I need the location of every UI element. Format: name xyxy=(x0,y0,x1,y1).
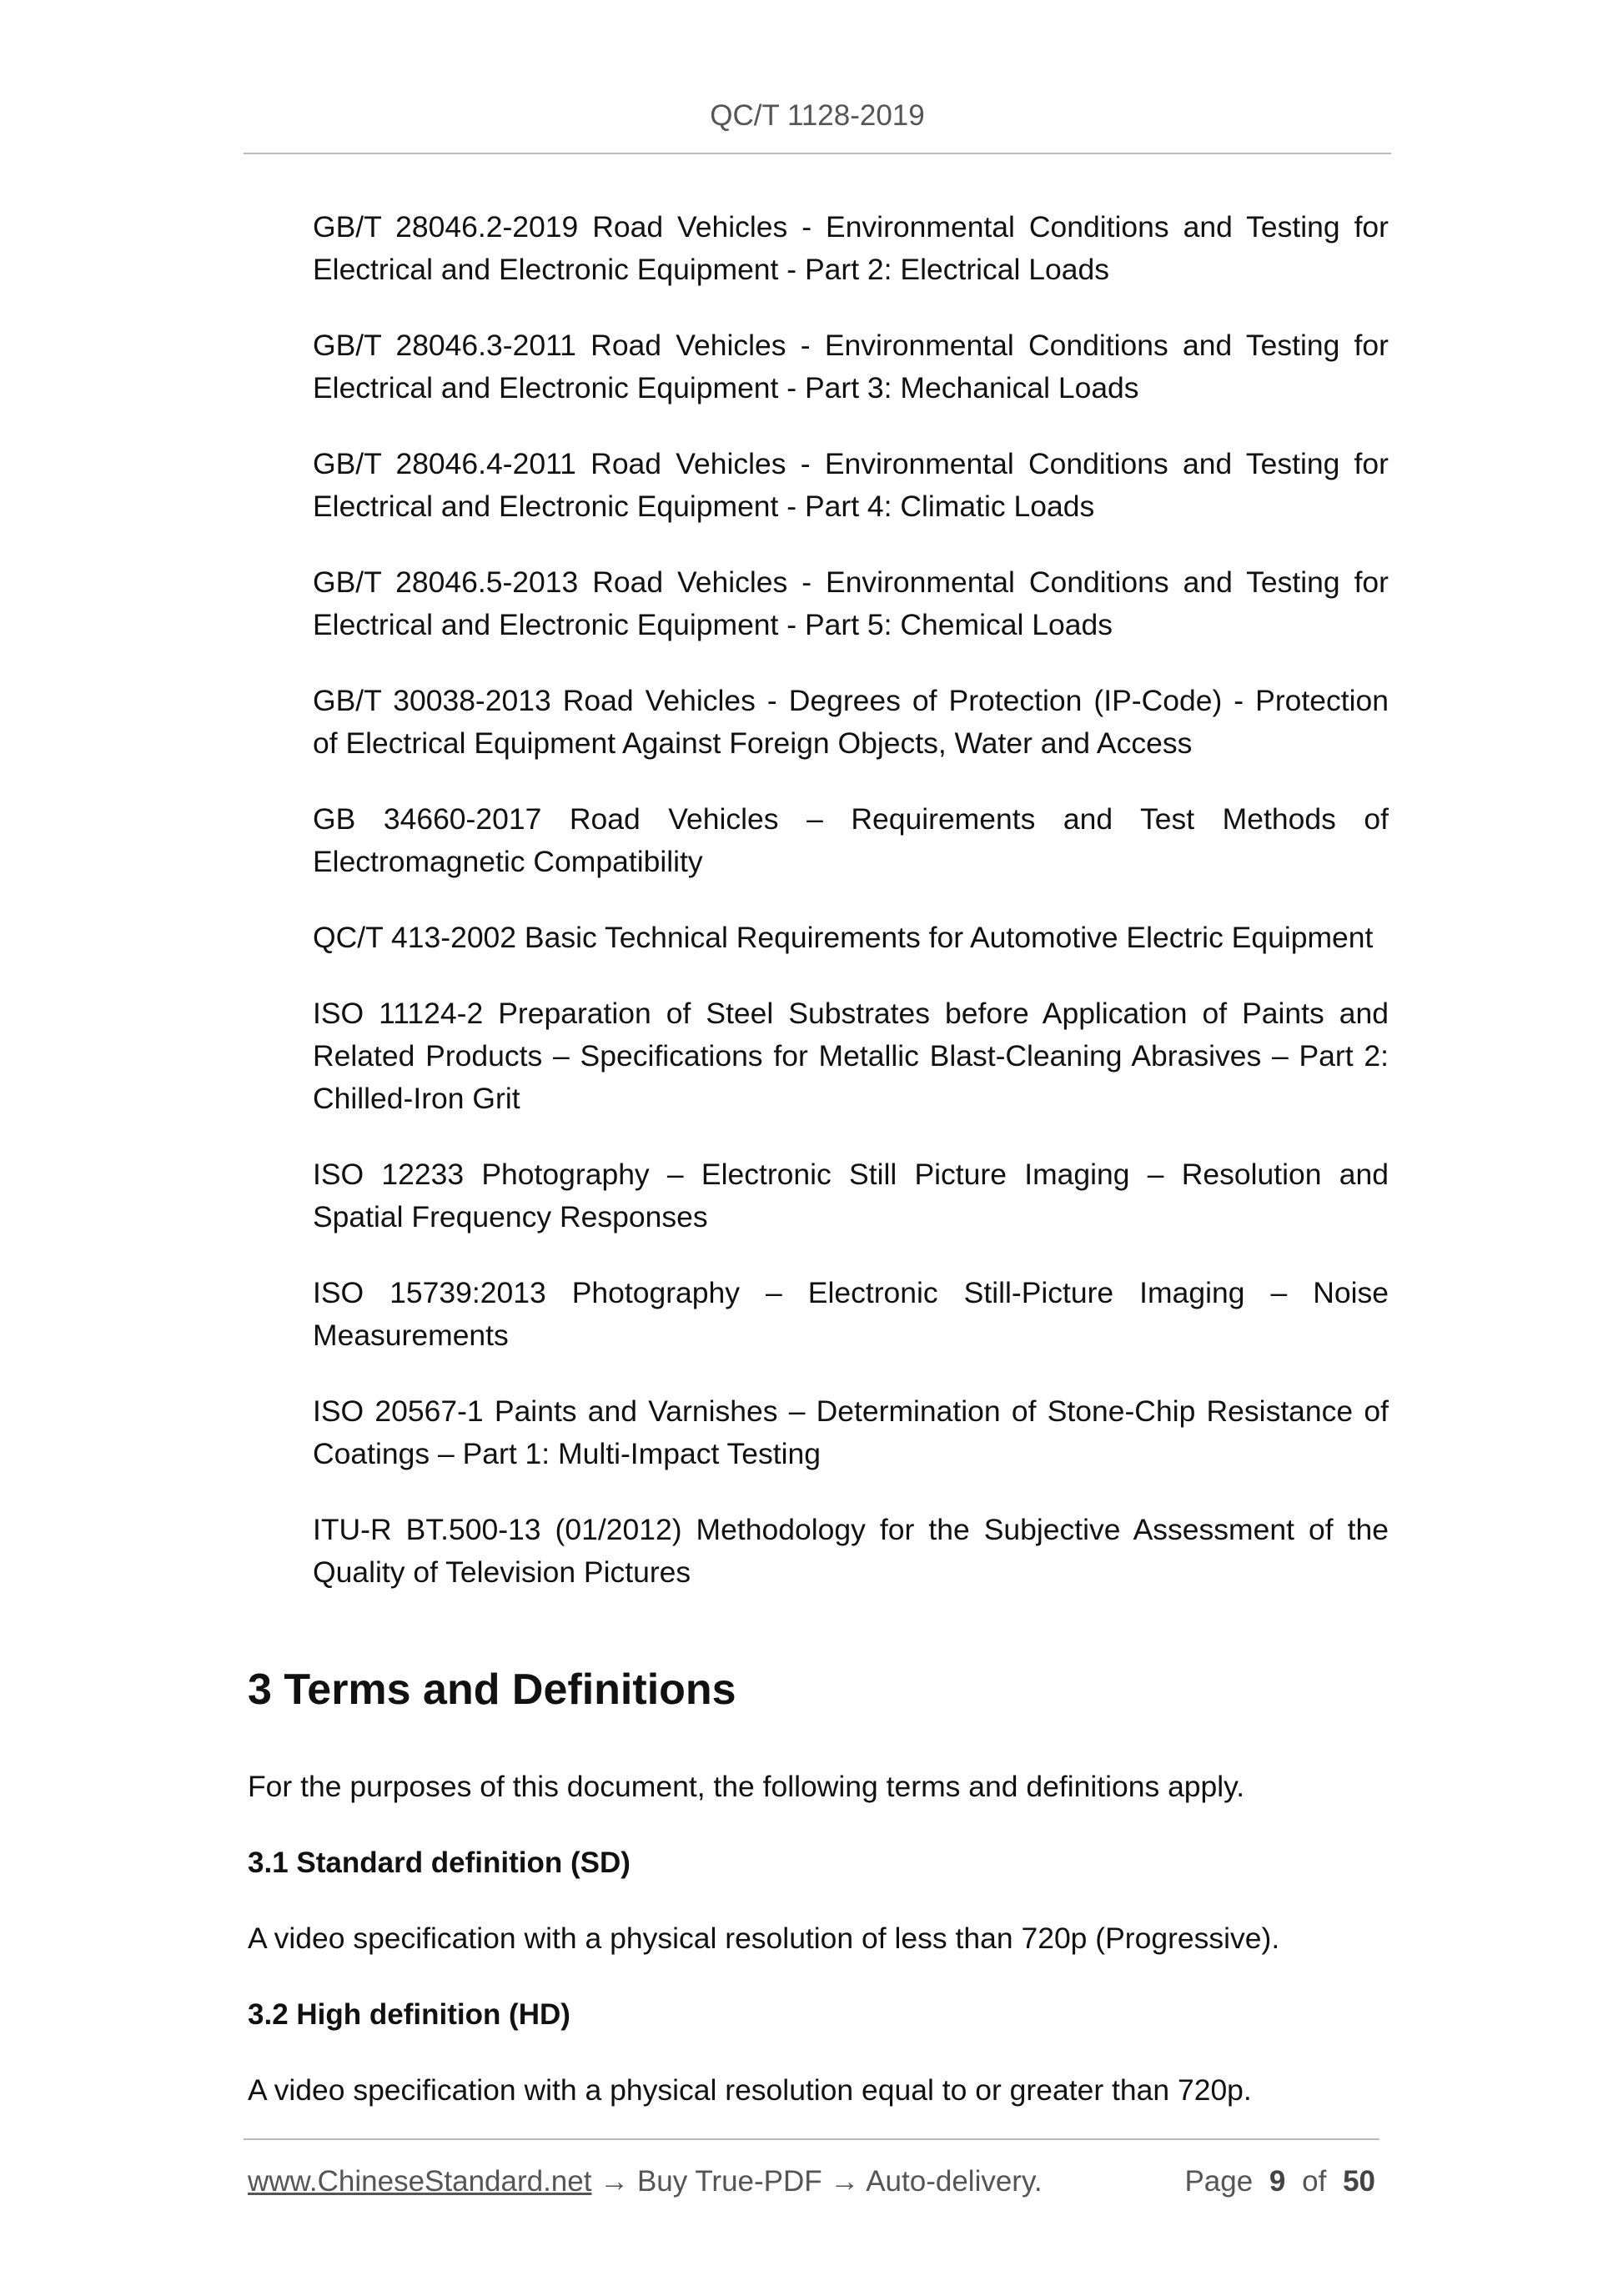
reference-line: Electrical and Electronic Equipment - Part 3: Mechanical Loads xyxy=(313,371,1139,404)
reference-line: Electrical and Electronic Equipment - Part 4: Climatic Loads xyxy=(313,490,1095,523)
page-current: 9 xyxy=(1269,2165,1286,2198)
reference-line: ISO 15739:2013 Photography – Electronic Still-Picture Imaging – Noise xyxy=(313,1276,1389,1309)
term-definition: A video specification with a physical resolution equal to or greater than 720p. xyxy=(248,2073,1252,2107)
reference-item xyxy=(313,324,1389,409)
reference-item xyxy=(313,1272,1389,1357)
reference-line: GB/T 28046.4-2011 Road Vehicles - Environmental Conditions and Testing for xyxy=(313,447,1389,480)
reference-line: GB/T 28046.3-2011 Road Vehicles - Environmental Conditions and Testing for xyxy=(313,329,1389,362)
reference-line: GB/T 30038-2013 Road Vehicles - Degrees of Protection (IP-Code) - Protection xyxy=(313,684,1389,717)
reference-line: GB 34660-2017 Road Vehicles – Requirements and Test Methods of xyxy=(313,802,1389,836)
term-title: 3.2 High definition (HD) xyxy=(248,1998,570,2031)
reference-item xyxy=(313,443,1389,528)
reference-line: Spatial Frequency Responses xyxy=(313,1200,708,1233)
reference-line: Electrical and Electronic Equipment - Part 5: Chemical Loads xyxy=(313,608,1113,641)
reference-line: Quality of Television Pictures xyxy=(313,1555,691,1589)
delivery-label: Auto-delivery. xyxy=(866,2165,1043,2198)
header-rule xyxy=(244,153,1391,154)
reference-line: Electrical and Electronic Equipment - Part 2: Electrical Loads xyxy=(313,253,1109,286)
reference-line: GB/T 28046.5-2013 Road Vehicles - Environmental Conditions and Testing for xyxy=(313,565,1389,599)
header-doc-code: QC/T 1128-2019 xyxy=(710,99,925,132)
section-body xyxy=(248,1766,1390,2145)
term-title: 3.1 Standard definition (SD) xyxy=(248,1846,631,1879)
page-of-label: of xyxy=(1302,2165,1327,2198)
arrow-right-icon: → xyxy=(830,2165,860,2198)
footer xyxy=(248,2160,1375,2203)
reference-line: Electromagnetic Compatibility xyxy=(313,845,703,878)
reference-line: GB/T 28046.2-2019 Road Vehicles - Environmental Conditions and Testing for xyxy=(313,210,1389,244)
footer-promo xyxy=(248,2160,1043,2203)
reference-line: Chilled-Iron Grit xyxy=(313,1082,520,1115)
reference-item xyxy=(313,206,1389,291)
reference-line: Measurements xyxy=(313,1319,509,1352)
reference-item xyxy=(313,561,1389,646)
reference-line: ISO 11124-2 Preparation of Steel Substrates before Application of Paints and xyxy=(313,997,1389,1030)
reference-line: Related Products – Specifications for Metallic Blast-Cleaning Abrasives – Part 2: xyxy=(313,1039,1389,1073)
reference-line: ITU-R BT.500-13 (01/2012) Methodology for the Subjective Assessment of the xyxy=(313,1513,1389,1546)
reference-list xyxy=(313,206,1389,1627)
reference-line: ISO 20567-1 Paints and Varnishes – Determination of Stone-Chip Resistance of xyxy=(313,1394,1389,1428)
page-indicator xyxy=(1184,2160,1375,2203)
page-label: Page xyxy=(1184,2165,1254,2198)
reference-item xyxy=(313,917,1389,959)
reference-item xyxy=(313,1153,1389,1238)
term-definition: A video specification with a physical resolution of less than 720p (Progressive). xyxy=(248,1922,1280,1955)
buy-label: Buy True-PDF xyxy=(636,2165,822,2198)
reference-item xyxy=(313,992,1389,1120)
footer-rule xyxy=(244,2138,1379,2140)
reference-line: QC/T 413-2002 Basic Technical Requirements for Automotive Electric Equipment xyxy=(313,921,1374,954)
reference-line: of Electrical Equipment Against Foreign Objects, Water and Access xyxy=(313,726,1193,760)
reference-item xyxy=(313,798,1389,883)
reference-line: ISO 12233 Photography – Electronic Still Picture Imaging – Resolution and xyxy=(313,1158,1389,1191)
website-link[interactable]: www.ChineseStandard.net xyxy=(248,2165,592,2198)
reference-item xyxy=(313,680,1389,765)
reference-item xyxy=(313,1509,1389,1594)
reference-item xyxy=(313,1390,1389,1475)
section-intro: For the purposes of this document, the following terms and definitions apply. xyxy=(248,1770,1245,1803)
page-total: 50 xyxy=(1343,2165,1375,2198)
reference-line: Coatings – Part 1: Multi-Impact Testing xyxy=(313,1437,822,1470)
section-heading: 3 Terms and Definitions xyxy=(248,1665,736,1714)
arrow-right-icon: → xyxy=(600,2165,630,2198)
